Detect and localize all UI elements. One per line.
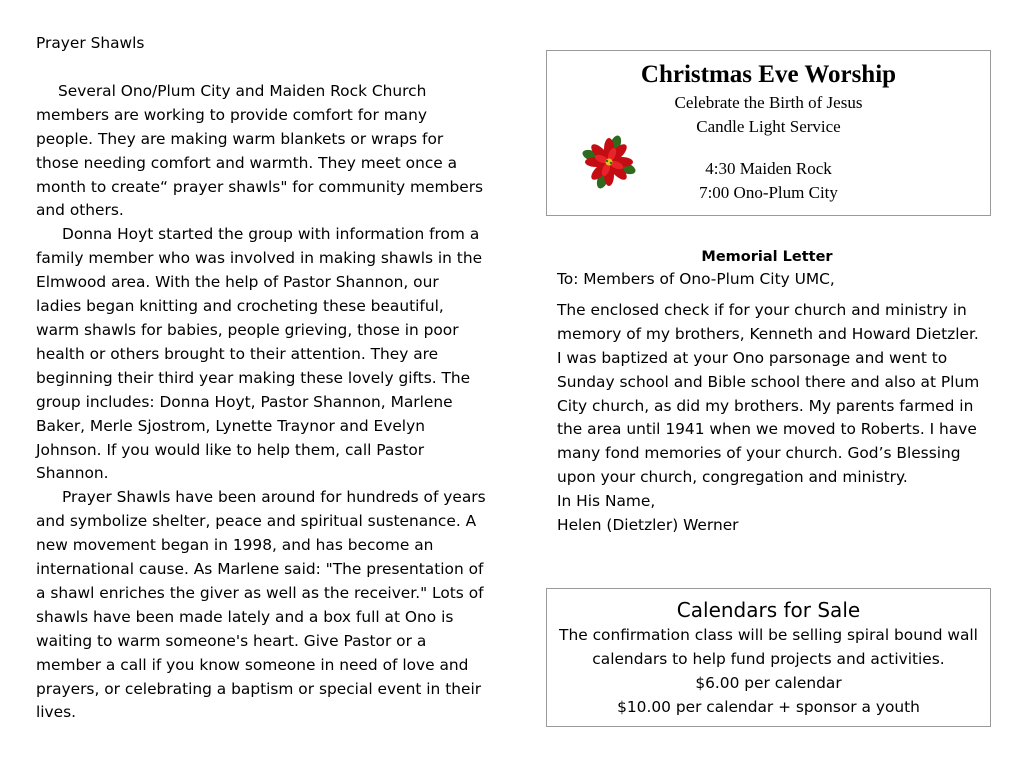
memorial-letter-body: The enclosed check if for your church and ministry in memory of my brothers, Kenneth and Howard Dietzler. I was baptized at your Ono parsonage and went to Sunday school and Bible school there and also at Plum City church, as did my brothers. My parents farmed in the area until 1941 when we moved to Roberts. I have many fond memories of your church. God’s Blessing upon your church, congregation and ministry. bbox=[557, 300, 980, 487]
prayer-shawls-paragraph-1: Several Ono/Plum City and Maiden Rock Church members are working to provide comfort for many people. They are making warm blankets or wraps for those needing comfort and warmth. They meet once a month to create“ prayer shawls" for community members and others. bbox=[36, 81, 484, 220]
candle-light-line: Candle Light Service bbox=[696, 117, 841, 136]
memorial-letter-salutation: To: Members of Ono-Plum City UMC, bbox=[557, 270, 835, 288]
christmas-eve-worship-box bbox=[546, 50, 991, 216]
christmas-eve-title: Christmas Eve Worship bbox=[640, 61, 897, 88]
poinsettia-icon bbox=[581, 135, 637, 189]
prayer-shawls-paragraph-2: Donna Hoyt started the group with information from a family member who was involved in making shawls in the Elmwood area. With the help of Pastor Shannon, our ladies began knitting and crocheting these beautiful, warm shawls for babies, people grieving, those in poor health or others brought to their attention. They are beginning their third year making these lovely gifts. The group includes: Donna Hoyt, Pastor Shannon, Marlene Baker, Merle Sjostrom, Lynette Traynor and Evelyn Johnson. If you would like to help them, call Pastor Shannon. bbox=[36, 225, 483, 483]
memorial-letter-signature: Helen (Dietzler) Werner bbox=[557, 516, 739, 535]
prayer-shawls-article bbox=[36, 32, 486, 725]
calendars-for-sale-box bbox=[546, 588, 991, 727]
calendars-description: The confirmation class will be selling spiral bound wall calendars to help fund projects and activities. bbox=[559, 626, 978, 668]
service-time-maiden-rock: 4:30 Maiden Rock bbox=[705, 159, 832, 178]
celebrate-line: Celebrate the Birth of Jesus bbox=[674, 93, 863, 112]
prayer-shawls-title: Prayer Shawls bbox=[36, 34, 145, 52]
memorial-letter bbox=[557, 246, 987, 538]
calendar-sponsor-price: $10.00 per calendar + sponsor a youth bbox=[617, 697, 920, 716]
memorial-letter-title: Memorial Letter bbox=[701, 249, 833, 265]
memorial-letter-closing: In His Name, bbox=[557, 492, 656, 511]
service-time-ono-plum-city: 7:00 Ono-Plum City bbox=[699, 183, 838, 202]
calendars-title: Calendars for Sale bbox=[676, 598, 861, 622]
prayer-shawls-paragraph-3: Prayer Shawls have been around for hundreds of years and symbolize shelter, peace and spiritual sustenance. A new movement began in 1998, and has become an international cause. As Marlene said: "The presentation of a shawl enriches the giver as well as the receiver." Lots of shawls have been made lately and a box full at Ono is waiting to warm someone's heart. Give Pastor or a member a call if you know someone in need of love and prayers, or celebrating a baptism or special event in their lives. bbox=[36, 488, 486, 722]
calendar-price: $6.00 per calendar bbox=[695, 673, 842, 692]
